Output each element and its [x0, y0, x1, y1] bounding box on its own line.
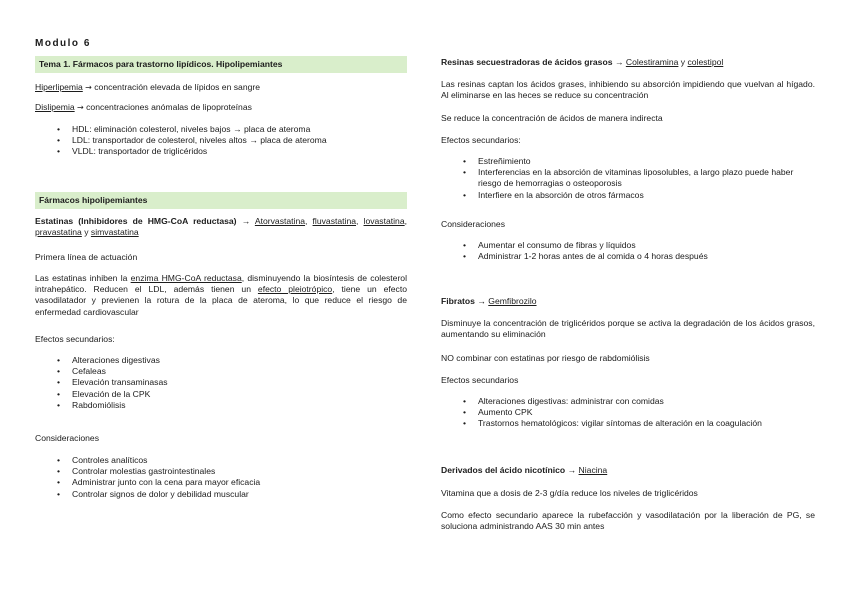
list-item: • Rabdomiólisis [35, 400, 168, 411]
dislipemia-def: concentraciones anómalas de lipoproteínas [86, 102, 252, 112]
list-item: • Alteraciones digestivas [35, 355, 168, 366]
arrow-icon: → [77, 103, 84, 112]
fibratos-heading [441, 296, 537, 307]
estatinas-title: Estatinas (Inhibidores de HMG-CoA reductasa) → [35, 216, 251, 226]
dislipemia-term: Dislipemia [35, 102, 75, 112]
module-title: Modulo 6 [35, 38, 91, 49]
farmacos-band: Fármacos hipolipemiantes [35, 192, 407, 209]
drug-atorvastatina: Atorvastatina [254, 216, 306, 226]
resinas-consid-list [441, 240, 815, 262]
list-item: • Cefaleas [35, 366, 168, 377]
resinas-p2: Se reduce la concentración de ácidos de manera indirecta [441, 113, 663, 123]
drug-fluvastatina: fluvastatina [312, 216, 357, 226]
list-item: • Administrar 1-2 horas antes de al comida o 4 horas después [441, 251, 815, 262]
list-item: • Administrar junto con la cena para mayor eficacia [35, 477, 260, 488]
list-item: • Interferencias en la absorción de vitaminas liposolubles, a largo plazo puede haber riesgo de hemorragias o osteoporosis [441, 167, 815, 189]
hiperlipemia-term: Hiperlipemia [35, 82, 83, 92]
list-item: • VLDL: transportador de triglicéridos [35, 146, 407, 157]
derivados-p2: Como efecto secundario aparece la rubefacción y vasodilatación por la liberación de PG, se soluciona administrando AAS 30 min antes [441, 510, 815, 532]
enzima-term: enzima HMG-CoA reductasa [130, 273, 242, 283]
consid-title: Consideraciones [35, 433, 100, 443]
fibratos-p1: Disminuye la concentración de triglicéridos porque se activa la degradación de los ácidos grasos, aumentando su eliminación [441, 318, 815, 340]
fibratos-efectos-list [441, 396, 815, 430]
text-run: , disminuyendo la biosíntesis de colesterol intrahepático. Reducen el LDL, además tienen un [35, 273, 407, 295]
separator: , [356, 216, 359, 226]
list-item: • Trastornos hematológicos: vigilar síntomas de alteración en la coagulación [441, 418, 815, 429]
separator: , [404, 216, 408, 226]
drug-lovastatina: lovastatina [363, 216, 405, 226]
list-item: • Controles analíticos [35, 455, 260, 466]
separator: y [84, 227, 89, 238]
list-item: • Elevación de la CPK [35, 389, 168, 400]
efectos-title: Efectos secundarios: [35, 334, 115, 344]
separator: , [305, 216, 308, 226]
hiperlipemia-def: concentración elevada de lípidos en sangre [94, 82, 261, 92]
fibratos-title: Fibratos → [441, 296, 486, 306]
list-item: • Estreñimiento [441, 156, 815, 167]
separator: y [680, 57, 686, 67]
drug-simvastatina: simvastatina [90, 227, 139, 238]
list-item: • Controlar molestias gastrointestinales [35, 466, 260, 477]
list-item: • LDL: transportador de colesterol, niveles altos → placa de ateroma [35, 135, 407, 146]
fibratos-efectos-title: Efectos secundarios [441, 375, 519, 385]
drug-colestiramina: Colestiramina [625, 57, 679, 67]
derivados-p1: Vitamina que a dosis de 2-3 g/día reduce los niveles de triglicéridos [441, 488, 698, 498]
fibratos-p2: NO combinar con estatinas por riesgo de rabdomiólisis [441, 353, 650, 363]
derivados-heading [441, 465, 607, 476]
resinas-efectos-title: Efectos secundarios: [441, 135, 521, 145]
estatinas-mecanismo [35, 273, 407, 318]
drug-gemfibrozilo: Gemfibrozilo [488, 296, 537, 306]
lipoprotein-list [35, 124, 407, 158]
list-item: • Elevación transaminasas [35, 377, 168, 388]
efecto-pleiotropico-term: efecto pleiotrópico [257, 284, 333, 295]
dislipemia-line [35, 102, 252, 113]
resinas-heading [441, 57, 723, 68]
tema-band: Tema 1. Fármacos para trastorno lipídicos. Hipolipemiantes [35, 56, 407, 73]
text-run: Las estatinas inhiben la [35, 273, 128, 283]
drug-pravastatina: pravastatina [35, 227, 82, 238]
primera-linea: Primera línea de actuación [35, 252, 138, 262]
arrow-icon: → [85, 83, 92, 92]
hiperlipemia-line [35, 82, 260, 93]
text-run: , tiene un efecto vasodilatador y previenen la rotura de la placa de ateroma, lo que reduce el riesgo de enfermedad cardiovascular [35, 284, 408, 317]
estatinas-heading [35, 216, 407, 238]
drug-colestipol: colestipol [687, 57, 724, 67]
resinas-title: Resinas secuestradoras de ácidos grasos → [441, 57, 624, 67]
list-item: • Aumento CPK [441, 407, 815, 418]
resinas-consid-title: Consideraciones [441, 219, 506, 229]
drug-niacina: Niacina [578, 465, 608, 475]
consid-list [35, 455, 260, 500]
efectos-list [35, 355, 168, 411]
list-item: • Interfiere en la absorción de otros fármacos [441, 190, 815, 201]
resinas-p1: Las resinas captan los ácidos grases, inhibiendo su absorción impidiendo que vuelvan al hígado. Al eliminarse en las heces se reduce su concentración [441, 79, 815, 101]
list-item: • Controlar signos de dolor y debilidad muscular [35, 489, 260, 500]
resinas-efectos-list [441, 156, 815, 201]
list-item: • Alteraciones digestivas: administrar con comidas [441, 396, 815, 407]
list-item: • Aumentar el consumo de fibras y líquidos [441, 240, 815, 251]
list-item: • HDL: eliminación colesterol, niveles bajos → placa de ateroma [35, 124, 407, 135]
derivados-title: Derivados del ácido nicotínico → [441, 465, 577, 475]
